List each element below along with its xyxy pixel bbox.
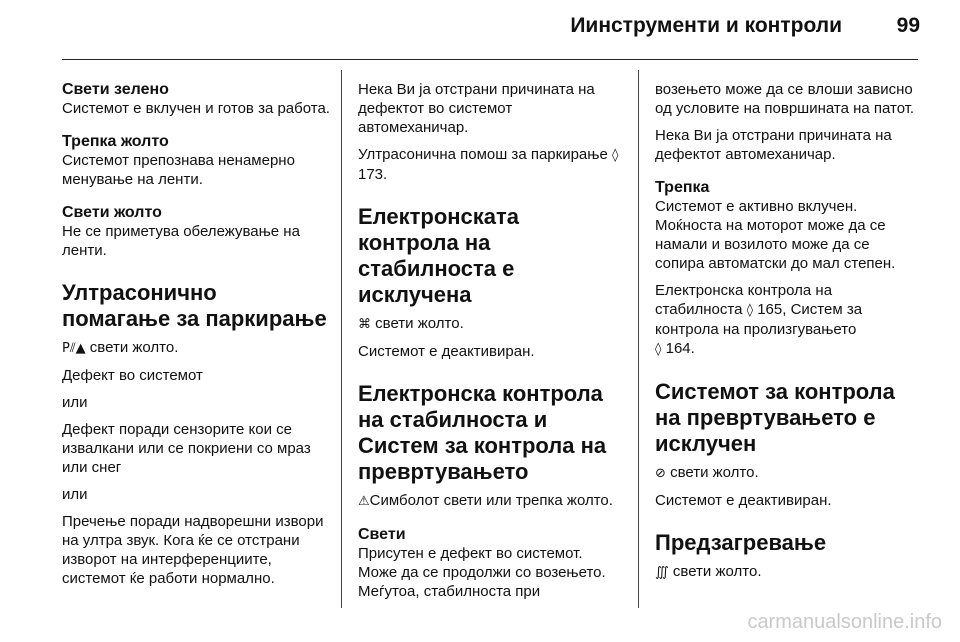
column-1: [62, 80, 330, 588]
chapter-heading: Електронска контрола на стабилноста и Систем за контрола на превртувањето: [358, 381, 607, 484]
paragraph: Ултрасонична помош за паркирање ◊ 173.: [358, 146, 619, 183]
section-heading: Свети жолто: [62, 204, 162, 221]
page-ref-icon: ◊: [655, 342, 662, 357]
header-divider: [62, 59, 918, 60]
paragraph: Електронска контрола на стабилноста ◊ 165, Систем за контрола на пролизгувањето ◊ 164.: [655, 282, 863, 357]
paragraph: Системот е деактивиран.: [655, 492, 832, 509]
section-heading: Свети: [358, 526, 406, 543]
paragraph: Пречење поради надворешни извори на ултра звук. Кога ќе се отстрани изворот на интерференциите, системот ќе работи нормално.: [62, 513, 324, 587]
indicator-text: свети жолто.: [85, 339, 179, 356]
section-heading: Свети зелено: [62, 81, 169, 98]
indicator-line: [655, 463, 921, 483]
indicator-line: [655, 562, 921, 582]
paragraph: или: [62, 394, 88, 411]
page-number: 99: [896, 14, 920, 37]
section-text: Не се приметува обележување на ленти.: [62, 223, 300, 259]
preheat-icon: ∭: [655, 565, 669, 580]
section-text: Присутен е дефект во системот. Може да се продолжи со возењето. Меѓутоа, стабилноста при: [358, 545, 606, 600]
indicator-line: [62, 338, 330, 358]
section-heading: Трепка: [655, 179, 710, 196]
page-ref-icon: ◊: [746, 303, 754, 318]
chapter-heading: Ултрасонично помагање за паркирање: [62, 280, 327, 331]
chapter-heading: Електронската контрола на стабилноста е исклучена: [358, 204, 520, 307]
column-3: [655, 80, 921, 582]
chapter-heading: Предзагревање: [655, 530, 827, 555]
indicator-text: свети жолто.: [668, 563, 762, 580]
paragraph: или: [62, 486, 88, 503]
esc-off-icon: ⌘: [358, 317, 371, 332]
paragraph: Системот е деактивиран.: [358, 343, 535, 360]
page-ref-icon: ◊: [611, 148, 619, 163]
rollover-off-icon: ⊘: [655, 466, 666, 481]
section-heading: Трепка жолто: [62, 133, 169, 150]
section-text: Системот е вклучен и готов за работа.: [62, 100, 330, 117]
column-divider-2: [638, 70, 639, 608]
paragraph: Дефект во системот: [62, 367, 203, 384]
indicator-text: свети жолто.: [665, 464, 759, 481]
section-text: Системот препознава ненамерно менување на ленти.: [62, 152, 295, 188]
esc-icon: ⚠: [358, 494, 370, 509]
column-2: [358, 80, 624, 601]
paragraph: возењето може да се влоши зависно од условите на површината на патот.: [655, 81, 915, 117]
chapter-heading: Системот за контрола на превртувањето е исклучен: [655, 379, 895, 456]
paragraph: Нека Ви ја отстрани причината на дефектот автомеханичар.: [655, 127, 892, 163]
paragraph: Нека Ви ја отстрани причината на дефектот во системот автомеханичар.: [358, 81, 595, 136]
indicator-line: [358, 314, 624, 334]
indicator-line: [358, 491, 624, 511]
page-ref[interactable]: 165, Систем за контрола на пролизгувањето: [655, 301, 863, 338]
parking-assist-icon: P⫽▲: [62, 341, 86, 356]
section-text: Системот е активно вклучен. Моќноста на моторот може да се намали и возилото може да се сопира автоматски до мал степен.: [655, 198, 896, 272]
paragraph: Дефект поради сензорите кои се извалкани или се покриени со мраз или снег: [62, 421, 311, 476]
page-ref[interactable]: 164.: [665, 340, 695, 357]
watermark: carmanualsonline.info: [747, 611, 942, 633]
indicator-text: Симболот свети или трепка жолто.: [369, 492, 613, 509]
column-divider-1: [341, 70, 342, 608]
header-title: Иинструменти и контроли: [570, 14, 842, 37]
page-ref[interactable]: 173.: [358, 166, 388, 183]
indicator-text: свети жолто.: [371, 315, 464, 332]
